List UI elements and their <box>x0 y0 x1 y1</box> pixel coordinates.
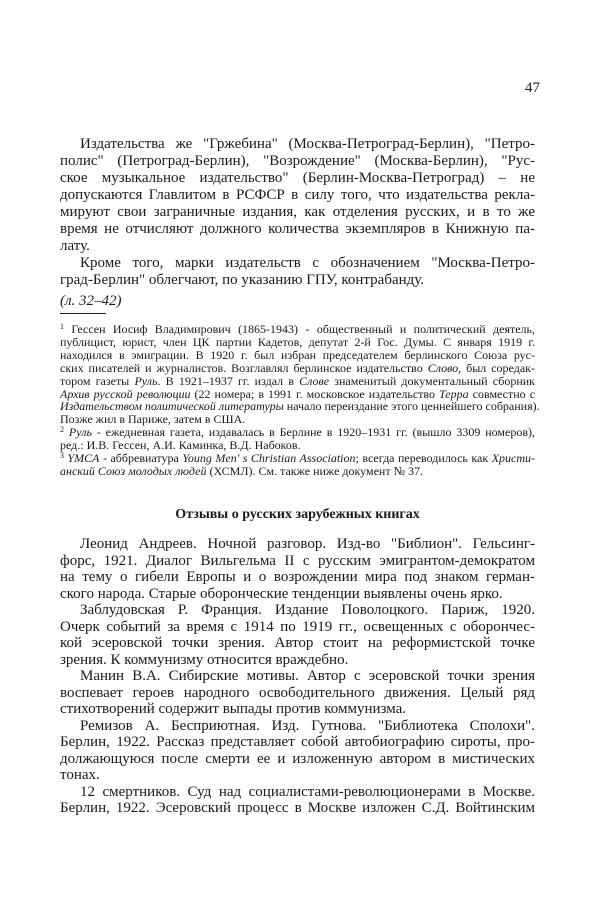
text-span: находился в эмиграции. В 1920 г. был избран председателем берлинского Союза рус- <box>60 347 535 362</box>
text-span: Христи- <box>491 451 536 465</box>
footnote-marker: 3 <box>60 451 64 460</box>
text-span: (ХСМЛ). См. также ниже документ № 37. <box>206 463 424 478</box>
text-span: начало переиздание этого ценнейшего собрания). <box>283 399 540 414</box>
text-line: Очерк событий за время с 1914 по 1919 гг., освещенных с оборончес- <box>60 618 535 635</box>
text-span: Архив русской революции <box>60 386 191 401</box>
text-span: Слово <box>427 360 459 375</box>
text-span: - ежедневная газета, издавалась в Берлине в 1920–1931 гг. (вышло 3309 номеров), <box>91 425 536 440</box>
text-line: полис" (Петроград-Берлин), "Возрождение" (Москва-Берлин), "Рус- <box>60 153 535 169</box>
text-span: тором газеты <box>60 373 135 388</box>
text-line: кой эсеровской точки зрения. Автор стоит на реформистской точке <box>60 635 535 651</box>
text-line: воспевает героев народного освободительного движения. Целый ряд <box>60 684 535 701</box>
text-line: лату. <box>60 238 90 254</box>
text-line: стихотворений содержит выпады против коммунизма. <box>60 701 407 717</box>
text-span: Слове <box>299 373 330 388</box>
text-span: ских писателей и журналистов. Возглавлял берлинское издательство <box>60 360 428 375</box>
text-span: YMCA <box>67 451 100 465</box>
archive-reference: (л. 32–42) <box>60 293 122 309</box>
text-span: - аббревиатура <box>99 451 183 465</box>
footnote-marker: 1 <box>60 322 64 331</box>
page-number: 47 <box>525 80 540 96</box>
text-line: Берлин, 1922. Рассказ представляет собой автобиографию сироты, про- <box>60 734 535 750</box>
text-span: , был соредак- <box>458 360 535 375</box>
text-span: ; всегда переводилось как <box>355 451 492 465</box>
text-line: ское музыкальное издательство" (Берлин-Москва-Петроград) – не <box>60 170 535 186</box>
text-line: ского народа. Старые оборончеcкие тенденции выявлены очень ярко. <box>60 585 503 602</box>
text-line: Леонид Андреев. Ночной разговор. Изд-во "Библион". Гельсинг- <box>80 536 535 552</box>
text-span: Терра <box>439 386 469 401</box>
text-line: форс, 1921. Диалог Вильгельма II с русским эмигрантом-демократом <box>60 552 535 569</box>
text-span: совместно с <box>468 386 536 401</box>
text-line: Манин В.А. Сибирские мотивы. Автор с эсеровской точки зрения <box>80 668 535 684</box>
text-line: Берлин, 1922. Эсеровский процесс в Москве изложен С.Д. Войтинским <box>60 800 535 816</box>
text-line: град-Берлин" облегчают, по указанию ГПУ, контрабанду. <box>60 272 425 288</box>
text-span: Руль <box>134 373 158 388</box>
text-line: на тему о гибели Европы и о возрождении мира под знаком герман- <box>60 569 535 585</box>
text-line: Ремизов А. Бесприютная. Изд. Гутнова. "Библиотека Сполохи". <box>80 717 535 734</box>
text-line: 12 смертников. Суд над социалистами-революционерами в Москве. <box>80 783 535 800</box>
text-span: Гессен Иосиф Владимирович (1865-1943) - общественный и политический деятель, <box>64 322 535 336</box>
text-line: тонах. <box>60 767 100 783</box>
text-span: Издательством политической литературы <box>60 399 284 414</box>
text-line: Заблудовская Р. Франция. Издание Поволоцкого. Париж, 1920. <box>80 602 535 618</box>
text-span: (22 номера; в 1991 г. московское издательство <box>190 386 440 401</box>
text-span: знаменитый документальный сборник <box>329 373 535 388</box>
text-line: Кроме того, марки издательств с обозначением "Москва-Петро- <box>80 255 535 271</box>
footnote-divider <box>60 313 106 314</box>
text-span: Руль <box>68 425 92 440</box>
text-line: время не отчисляют должного количества экземпляров в Книжную па- <box>60 221 535 237</box>
text-span: Young Men' s Christian Association <box>182 451 356 465</box>
text-span: публицист, юрист, член ЦК партии Кадетов, депутат 2-й Гос. Думы. С января 1919 г. <box>60 334 535 349</box>
footnote-line <box>60 465 535 478</box>
text-line: зрения. К коммунизму относится враждебно. <box>60 651 349 668</box>
text-span: Позже жил в Париже, затем в США. <box>60 412 246 427</box>
text-line: должающуюся после смерти ее и изложенную автором в мистических <box>60 750 535 767</box>
footnote-marker: 2 <box>60 425 64 435</box>
text-line: мируют свои заграничные издания, как отделения русских, и в то же <box>60 204 535 220</box>
text-line: допускаются Главлитом в РСФСР в силу того, что издательства рекла- <box>60 187 535 203</box>
text-span: анский Союз молодых людей <box>60 463 207 478</box>
section-heading: Отзывы о русских зарубежных книгах <box>175 507 420 522</box>
text-line: Издательства же "Гржебина" (Москва-Петроград-Берлин), "Петро- <box>80 136 535 152</box>
text-span: . В 1921–1937 гг. издал в <box>157 373 300 388</box>
text-span: ред.: И.В. Гессен, А.И. Каминка, В.Д. Набоков. <box>60 438 301 453</box>
